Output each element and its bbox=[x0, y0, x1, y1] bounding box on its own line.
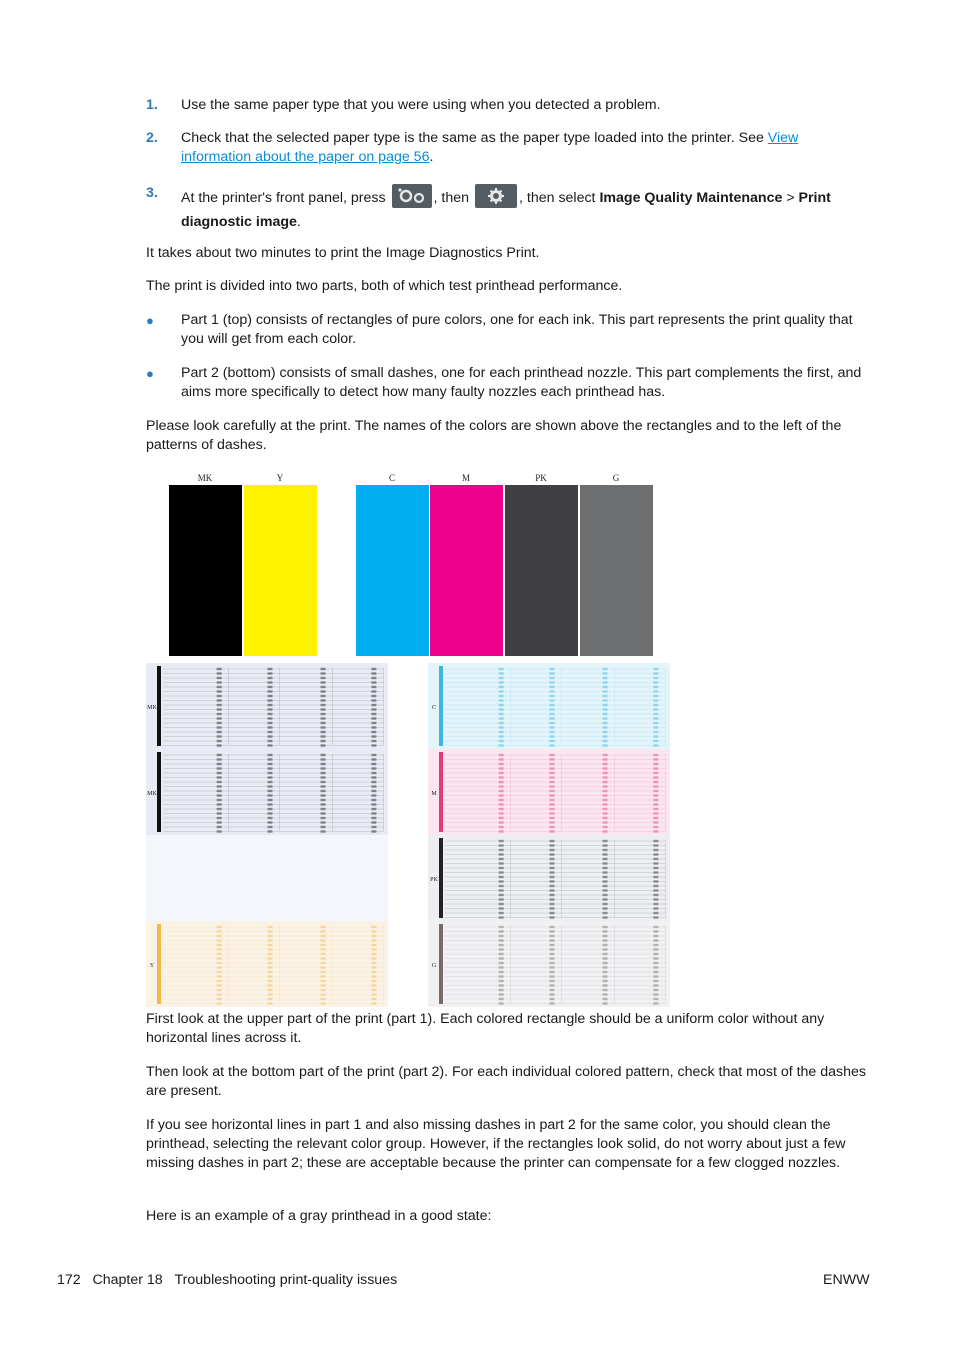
color-bar-label: PK bbox=[535, 473, 547, 483]
nozzle-pattern bbox=[428, 835, 670, 921]
paragraph: Here is an example of a gray printhead in a good state: bbox=[146, 1208, 492, 1224]
pattern-label: Y bbox=[149, 963, 155, 969]
paragraph: First look at the upper part of the print (part 1). Each colored rectangle should be a uniform color without any horizontal lines across it. bbox=[146, 1011, 825, 1046]
nozzle-pattern bbox=[146, 835, 388, 921]
color-bar-c bbox=[356, 485, 429, 656]
color-bar-m bbox=[430, 485, 503, 656]
footer-right-label: ENWW bbox=[823, 1272, 870, 1288]
nozzle-pattern bbox=[428, 749, 670, 835]
print-diagnostic-image-label: Print diagnostic image bbox=[181, 190, 831, 231]
chapter-label: Chapter 18 bbox=[92, 1272, 163, 1288]
step-number: 1. bbox=[146, 97, 158, 113]
nozzle-pattern bbox=[146, 663, 388, 749]
pattern-color-strip bbox=[439, 666, 443, 746]
paragraph: Then look at the bottom part of the print (part 2). For each individual colored pattern, check that most of the dashes are present. bbox=[146, 1064, 867, 1099]
nozzle-pattern bbox=[428, 921, 670, 1007]
paragraph: If you see horizontal lines in part 1 and also missing dashes in part 2 for the same color, you should clean the printhead, selecting the relevant color group. However, if the rectangles look solid, do not worry about just a few missing dashes in part 2; these are acceptable because the printer can compensate for a few clogged nozzles. bbox=[146, 1117, 846, 1171]
image-quality-maintenance-label: Image Quality Maintenance bbox=[599, 190, 783, 206]
pattern-label: PK bbox=[430, 877, 438, 883]
pattern-label: MK bbox=[147, 705, 157, 711]
nozzle-pattern bbox=[428, 663, 670, 749]
color-bar-label: MK bbox=[197, 473, 213, 483]
pattern-color-strip bbox=[157, 752, 161, 832]
nozzle-pattern bbox=[146, 749, 388, 835]
pattern-color-strip bbox=[439, 752, 443, 832]
color-bar-mk bbox=[169, 485, 242, 656]
pattern-label: M bbox=[431, 791, 437, 797]
color-bar-y bbox=[244, 485, 317, 656]
paragraph: Please look carefully at the print. The names of the colors are shown above the rectangles and to the left of the patterns of dashes. bbox=[146, 418, 842, 453]
paragraph: It takes about two minutes to print the Image Diagnostics Print. bbox=[146, 245, 540, 261]
color-bar-label: C bbox=[388, 473, 396, 483]
step-3-t3: , then select bbox=[519, 190, 600, 206]
color-bar-label: Y bbox=[276, 473, 284, 483]
color-bar-pk bbox=[505, 485, 578, 656]
pattern-color-strip bbox=[157, 666, 161, 746]
pattern-color-strip bbox=[157, 924, 161, 1004]
pattern-label: G bbox=[431, 963, 437, 969]
step-2-text-before: Check that the selected paper type is the same as the paper type loaded into the printer. See bbox=[181, 130, 768, 146]
nozzle-pattern bbox=[146, 921, 388, 1007]
color-bar-g bbox=[580, 485, 653, 656]
page-number: 172 bbox=[57, 1272, 81, 1288]
paper-info-link[interactable]: View information about the paper on page 56 bbox=[181, 130, 799, 165]
page-footer bbox=[57, 1271, 397, 1290]
step-3-t1: At the printer's front panel, press bbox=[181, 190, 390, 206]
step-1-text: Use the same paper type that you were using when you detected a problem. bbox=[181, 97, 661, 113]
paragraph: The print is divided into two parts, both of which test printhead performance. bbox=[146, 278, 623, 294]
step-number: 3. bbox=[146, 185, 158, 201]
bullet-icon: ● bbox=[146, 366, 154, 381]
step-3-t5: . bbox=[296, 214, 301, 231]
step-number: 2. bbox=[146, 130, 158, 146]
bullet-item: Part 2 (bottom) consists of small dashes, one for each printhead nozzle. This part complements the first, and aims more specifically to detect how many faulty nozzles each printhead has. bbox=[181, 365, 862, 400]
color-bar-label: G bbox=[612, 473, 620, 483]
pattern-label: C bbox=[431, 705, 437, 711]
pattern-color-strip bbox=[439, 924, 443, 1004]
pattern-label: MK bbox=[147, 791, 157, 797]
color-bar-label: M bbox=[461, 473, 471, 483]
bullet-icon: ● bbox=[146, 313, 154, 328]
step-3-t2: , then bbox=[433, 190, 473, 206]
step-3-t4: > bbox=[782, 190, 799, 206]
bullet-item: Part 1 (top) consists of rectangles of pure colors, one for each ink. This part represents the print quality that you will get from each color. bbox=[181, 312, 853, 347]
step-2-text-after: . bbox=[429, 149, 434, 165]
chapter-title: Troubleshooting print-quality issues bbox=[174, 1272, 398, 1288]
pattern-color-strip bbox=[439, 838, 443, 918]
